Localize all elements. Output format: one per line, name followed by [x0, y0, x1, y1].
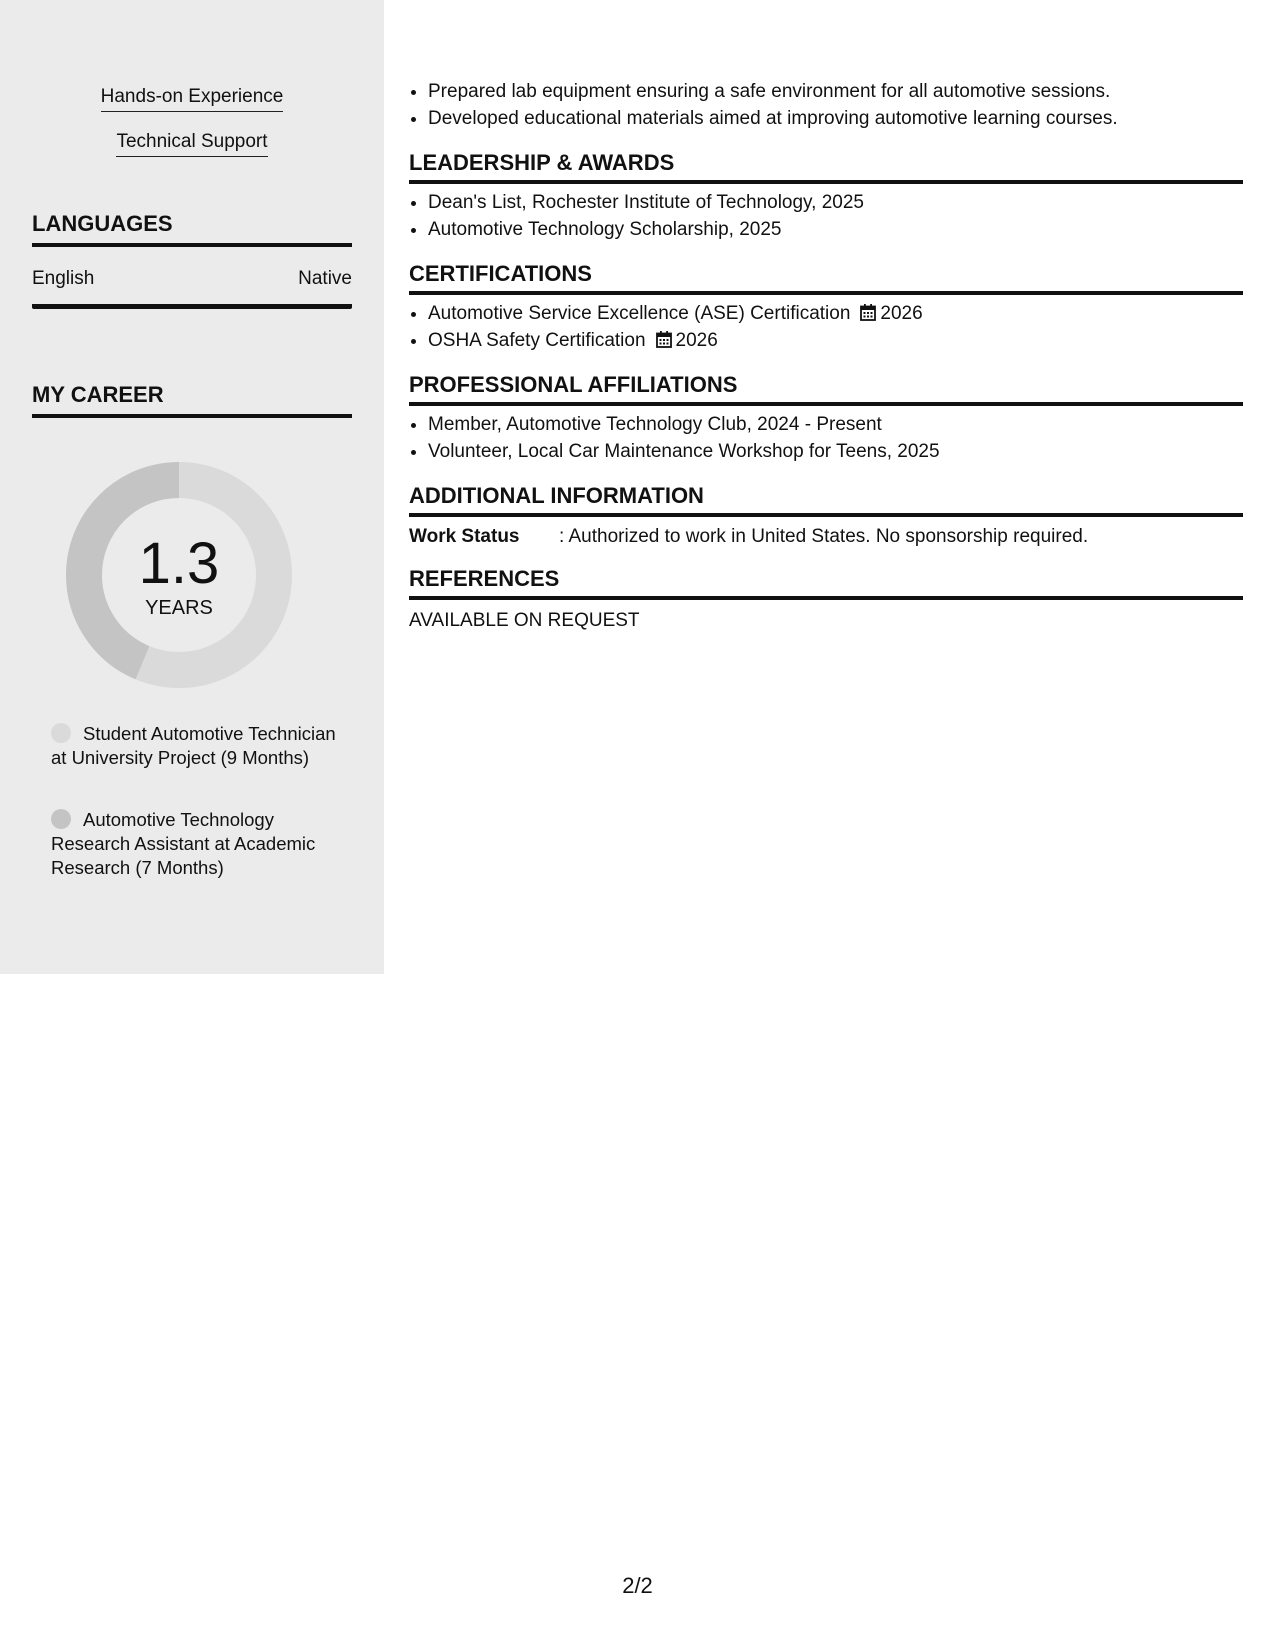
skill-tag-label: Technical Support	[116, 131, 267, 157]
career-legend-label: Automotive Technology Research Assistant at Academic Research (7 Months)	[51, 809, 316, 878]
career-legend-item	[51, 722, 336, 770]
skill-tag	[0, 86, 384, 112]
affiliations-heading: PROFESSIONAL AFFILIATIONS	[409, 372, 1243, 406]
certification-year: 2026	[880, 303, 923, 324]
references-heading: REFERENCES	[409, 566, 1243, 600]
legend-dot-icon	[51, 723, 71, 743]
list-item: • Developed educational materials aimed at improving automotive learning courses.	[428, 105, 1243, 132]
skill-tag-label: Hands-on Experience	[101, 86, 284, 112]
career-legend-label: Student Automotive Technician at University Project (9 Months)	[51, 723, 336, 768]
leadership-list	[409, 189, 1243, 243]
calendar-icon	[860, 304, 876, 321]
list-item	[428, 327, 1243, 354]
list-item: • Volunteer, Local Car Maintenance Workshop for Teens, 2025	[428, 438, 1243, 465]
work-status-row	[409, 525, 1088, 549]
page-number: 2/2	[622, 1573, 653, 1598]
list-item	[428, 300, 1243, 327]
affiliations-list	[409, 411, 1243, 465]
list-item: • Automotive Technology Scholarship, 2025	[428, 216, 1243, 243]
career-legend-item	[51, 808, 336, 880]
certification-year: 2026	[675, 330, 718, 351]
skill-tag	[0, 131, 384, 157]
certification-name: OSHA Safety Certification	[428, 330, 646, 351]
career-total-unit: YEARS	[145, 597, 213, 619]
references-text: AVAILABLE ON REQUEST	[409, 610, 640, 631]
certification-name: Automotive Service Excellence (ASE) Certification	[428, 303, 851, 324]
experience-bullets	[409, 78, 1243, 132]
work-status-value: : Authorized to work in United States. No sponsorship required.	[559, 526, 1089, 547]
career-total-value: 1.3	[138, 531, 220, 596]
certifications-list	[409, 300, 1243, 354]
legend-dot-icon	[51, 809, 71, 829]
career-heading: MY CAREER	[32, 382, 352, 418]
certifications-heading: CERTIFICATIONS	[409, 261, 1243, 295]
list-item: • Prepared lab equipment ensuring a safe environment for all automotive sessions.	[428, 78, 1243, 105]
list-item: • Dean's List, Rochester Institute of Technology, 2025	[428, 189, 1243, 216]
languages-heading: LANGUAGES	[32, 211, 352, 247]
sidebar	[0, 0, 384, 974]
calendar-icon	[656, 331, 672, 348]
language-row	[32, 268, 352, 309]
leadership-heading: LEADERSHIP & AWARDS	[409, 150, 1243, 184]
additional-info-heading: ADDITIONAL INFORMATION	[409, 483, 1243, 517]
career-donut-chart	[66, 462, 292, 688]
language-name: English	[32, 268, 95, 289]
language-level: Native	[298, 268, 352, 289]
list-item: • Member, Automotive Technology Club, 2024 - Present	[428, 411, 1243, 438]
work-status-label: Work Status	[409, 526, 520, 547]
